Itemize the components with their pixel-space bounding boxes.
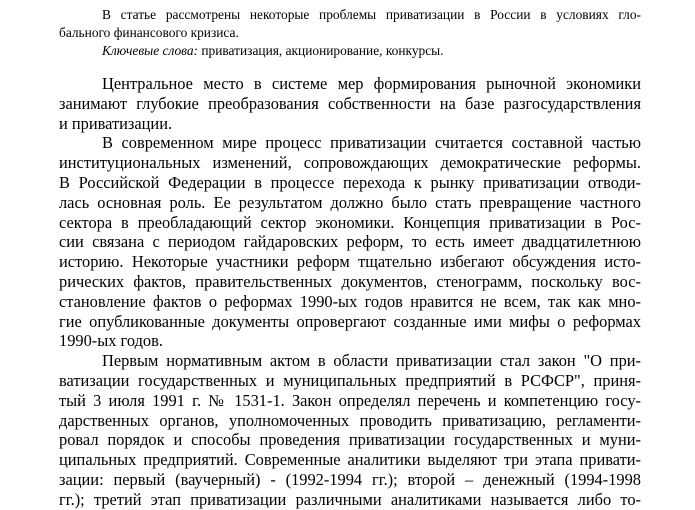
paragraph-3 xyxy=(59,351,641,509)
abstract-line: В статье рассмотрены некоторые проблемы приватизации в России в условиях гло- xyxy=(102,7,641,22)
text-line: сии связана с периодом гайдаровских реформ, то есть имеет двадцатилетнюю xyxy=(59,232,641,252)
text-line: гг.); третий этап приватизации различными аналитиками называется либо то- xyxy=(59,489,641,509)
keywords xyxy=(59,42,641,60)
keywords-label: Ключевые слова: xyxy=(102,43,199,58)
text-line: зации: первый (ваучерный) - (1992-1994 гг.); второй – денежный (1994-1998 xyxy=(59,469,641,489)
text-line: рических фактов, правительственных документов, стенограмм, поскольку вос- xyxy=(59,271,641,291)
paragraph-1 xyxy=(59,74,641,133)
paragraph-2 xyxy=(59,133,641,351)
text-line: Центральное место в системе мер формирования рыночной экономики xyxy=(102,74,641,93)
text-line: 1990-ых годов. xyxy=(59,331,163,351)
text-line: становление фактов о реформах 1990-ых годов нравится не всем, так как мно- xyxy=(59,291,641,311)
text-line: Первым нормативным актом в области приватизации стал закон "О при- xyxy=(102,351,641,371)
text-line: В современном мире процесс приватизации считается составной частью xyxy=(102,133,641,153)
abstract xyxy=(59,6,641,60)
text-line: тый 3 июля 1991 г. № 1531-1. Закон определял перечень и компетенцию госу- xyxy=(59,390,641,410)
text-line: институциональных изменений, сопровождающих демократические реформы. xyxy=(59,153,641,173)
abstract-line: бального финансового кризиса. xyxy=(59,25,239,40)
text-line: лась основная роль. Ее результатом должно было стать превращение частного xyxy=(59,192,641,212)
text-line: сектора в преобладающий сектор экономики. Концепция приватизации в Рос- xyxy=(59,212,641,232)
text-line: и приватизации. xyxy=(59,113,173,133)
body-text xyxy=(59,74,641,510)
text-line: занимают глубокие преобразования собственности на базе разгосударствления xyxy=(59,93,641,113)
text-line: ватизации государственных и муниципальных предприятий в РСФСР", приня- xyxy=(59,370,641,390)
text-line: гие опубликованные документы опровергают созданные ими мифы о реформах xyxy=(59,311,641,331)
text-line: дарственных органов, уполномоченных проводить приватизацию, регламенти- xyxy=(59,410,641,430)
text-line: В Российской Федерации в процессе перехода к рынку приватизации отводи- xyxy=(59,172,641,192)
text-line: ципальных предприятий. Современные аналитики выделяют три этапа привати- xyxy=(59,450,641,470)
text-line: ровал порядок и способы проведения приватизации государственных и муни- xyxy=(59,430,641,450)
keywords-text: приватизация, акционирование, конкурсы. xyxy=(198,43,444,58)
text-line: историю. Некоторые участники реформ тщательно избегают обсуждения исто- xyxy=(59,252,641,272)
